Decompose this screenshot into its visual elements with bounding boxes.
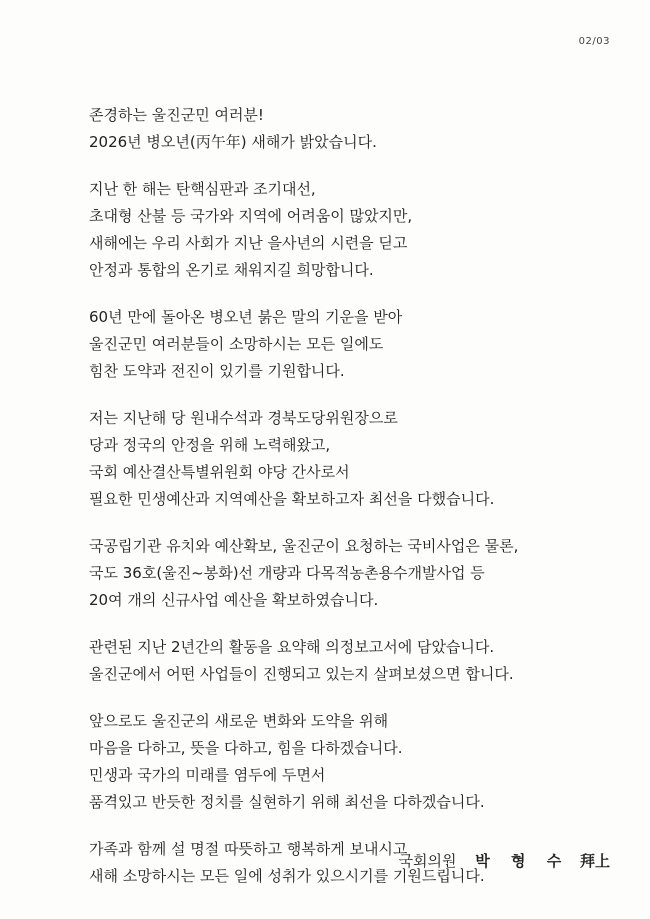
text-line: 관련된 지난 2년간의 활동을 요약해 의정보고서에 담았습니다. bbox=[89, 638, 495, 656]
text-line: 지난 한 해는 탄핵심판과 조기대선, bbox=[89, 180, 316, 198]
text-line: 초대형 산불 등 국가와 지역에 어려움이 많았지만, bbox=[89, 207, 413, 225]
paragraph-report bbox=[89, 634, 619, 688]
text-line: 국도 36호(울진~봉화)선 개량과 다목적농촌용수개발사업 등 bbox=[89, 564, 485, 582]
paragraph-last-year bbox=[89, 176, 619, 284]
text-line: 가족과 함께 설 명절 따뜻하고 행복하게 보내시고 bbox=[89, 840, 408, 858]
text-line: 앞으로도 울진군의 새로운 변화와 도약을 위해 bbox=[89, 712, 389, 730]
signature-title: 국회의원 bbox=[398, 852, 457, 870]
text-line: 국회 예산결산특별위원회 야당 간사로서 bbox=[89, 463, 350, 481]
text-line: 마음을 다하고, 뜻을 다하고, 힘을 다하겠습니다. bbox=[89, 739, 403, 757]
paragraph-greeting bbox=[89, 102, 619, 156]
text-line: 품격있고 반듯한 정치를 실현하기 위해 최선을 다하겠습니다. bbox=[89, 793, 485, 811]
paragraph-activities bbox=[89, 405, 619, 513]
text-line: 새해에는 우리 사회가 지난 을사년의 시련을 딛고 bbox=[89, 234, 408, 252]
text-line: 필요한 민생예산과 지역예산을 확보하고자 최선을 다했습니다. bbox=[89, 490, 495, 508]
signature-bow: 拜上 bbox=[579, 852, 610, 870]
paragraph-budget bbox=[89, 533, 619, 614]
text-line: 울진군에서 어떤 사업들이 진행되고 있는지 살펴보셨으면 합니다. bbox=[89, 665, 514, 683]
signature-name: 박 형 수 bbox=[475, 852, 570, 870]
text-line: 민생과 국가의 미래를 염두에 두면서 bbox=[89, 766, 326, 784]
paragraph-wishes bbox=[89, 304, 619, 385]
text-line: 국공립기관 유치와 예산확보, 울진군이 요청하는 국비사업은 물론, bbox=[89, 537, 519, 555]
letter-body bbox=[89, 102, 619, 910]
text-line: 새해 소망하시는 모든 일에 성취가 있으시기를 기원드립니다. bbox=[89, 867, 485, 885]
text-line: 존경하는 울진군민 여러분! bbox=[89, 106, 264, 124]
text-line: 2026년 병오년(丙午年) 새해가 밝았습니다. bbox=[89, 133, 377, 151]
text-line: 울진군민 여러분들이 소망하시는 모든 일에도 bbox=[89, 335, 384, 353]
page-number: 02/03 bbox=[578, 36, 610, 47]
text-line: 안정과 통합의 온기로 채워지길 희망합니다. bbox=[89, 261, 374, 279]
text-line: 60년 만에 돌아온 병오년 붉은 말의 기운을 받아 bbox=[89, 308, 403, 326]
paragraph-commitment bbox=[89, 708, 619, 816]
signature bbox=[399, 850, 610, 871]
text-line: 당과 정국의 안정을 위해 노력해왔고, bbox=[89, 436, 331, 454]
text-line: 힘찬 도약과 전진이 있기를 기원합니다. bbox=[89, 362, 345, 380]
text-line: 20여 개의 신규사업 예산을 확보하였습니다. bbox=[89, 591, 379, 609]
text-line: 저는 지난해 당 원내수석과 경북도당위원장으로 bbox=[89, 409, 398, 427]
